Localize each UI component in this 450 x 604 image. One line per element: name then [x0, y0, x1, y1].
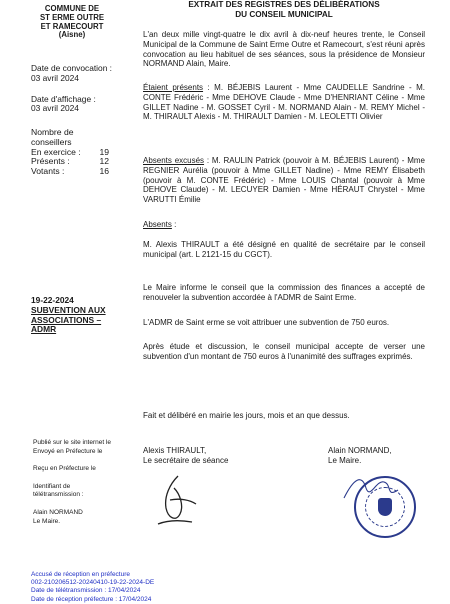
presents-paragraph: [143, 83, 425, 122]
count-label: Votants :: [31, 165, 65, 176]
received-line: Reçu en Préfecture le: [33, 465, 96, 473]
published-line-2: Envoyé en Préfecture le: [33, 447, 103, 455]
absents-text: :: [171, 220, 177, 229]
excuses-label: Absents excusés: [143, 156, 205, 165]
ack-reception-date: Date de réception préfecture : 17/04/2024: [31, 595, 152, 603]
title-line: DU CONSEIL MUNICIPAL: [235, 10, 333, 19]
absents-paragraph: [143, 220, 425, 230]
commune-line: (Aisne): [58, 30, 86, 40]
commune-line: ET RAMECOURT: [40, 21, 104, 31]
convocation-value: 03 avril 2024: [31, 72, 79, 83]
mayor-signature: [340, 468, 410, 508]
document-title: [143, 0, 425, 20]
deliberation-paragraph: Après étude et discussion, le conseil municipal accepte de verser une subvention d'un montant de 750 euros à l'unanimité des suffrages exprimés.: [143, 342, 425, 362]
presents-text: : M. BÉJEBIS Laurent - Mme CAUDELLE Sandrine - M. CONTE Frédéric - Mme DEHOVE Claude - Mme D'HENRIANT Céline - Mme GILLET Nadine - M. GOSSET Cyril - M. NORMAND Alain - M. REMY Michel - M. THIRAULT Alexis - M. THIRAULT Damien - M. LEOLETTI Olivier: [143, 83, 426, 122]
count-value: 12: [99, 156, 109, 167]
closing-text: Fait et délibéré en mairie les jours, mois et an que dessus.: [143, 411, 350, 420]
excuses-text: : M. RAULIN Patrick (pouvoir à M. BÉJEBIS Laurent) - Mme REGNIER Aurélia (pouvoir à Mme GILLET Nadine) - Mme REMY Élisabeth (pouvoir à M. CONTE Frédéric) - Mme LOUIS Chantal (pouvoir à Mme DEHOVE Claude) - M. LECUYER Damien - Mme HÉRAUT Chrystel - Mme VARUTTI Émilie: [143, 156, 425, 205]
secretary-signature: [150, 470, 205, 530]
counts-block: [31, 128, 113, 176]
commune-header: [31, 5, 113, 40]
subject-line: ADMR: [31, 324, 57, 335]
convocation-label: Date de convocation :: [31, 63, 113, 73]
secretary-signature-block: [143, 446, 228, 466]
ack-line: Accusé de réception en préfecture: [31, 571, 131, 578]
counts-title: conseillers: [31, 136, 72, 147]
closing-paragraph: [143, 411, 425, 421]
deliberation-paragraph: Le Maire informe le conseil que la commission des finances a accepté de renouveler la subvention accordée à l'ADMR de Saint Erme.: [143, 283, 425, 302]
subject-line: ASSOCIATIONS –: [31, 314, 102, 325]
secretary-role: Le secrétaire de séance: [143, 456, 229, 465]
mayor-name: Alain NORMAND,: [328, 446, 392, 455]
affichage-value: 03 avril 2024: [31, 103, 79, 114]
dates-block: [31, 64, 113, 114]
presents-label: Étaient présents: [143, 83, 204, 92]
deliberation-subject: [31, 296, 113, 335]
footer-mayor-role: Le Maire.: [33, 517, 61, 525]
footer-mayor-name: Alain NORMAND: [33, 508, 83, 516]
subject-line: SUBVENTION AUX: [31, 304, 106, 315]
absents-label: Absents: [143, 220, 172, 229]
secretary-text: M. Alexis THIRAULT a été désigné en qualité de secrétaire par le conseil municipal (art. L 2121-15 du CGCT).: [143, 240, 425, 259]
counts-title: Nombre de: [31, 127, 74, 137]
affichage-label: Date d'affichage :: [31, 93, 96, 104]
commune-line: ST ERME OUTRE: [39, 12, 105, 22]
mayor-signature-block: [328, 446, 392, 466]
commune-line: COMMUNE DE: [44, 4, 100, 13]
prefecture-acknowledgement: [31, 571, 391, 604]
count-value: 16: [99, 165, 109, 176]
secretary-name: Alexis THIRAULT,: [143, 446, 207, 455]
deliberation-paragraph: L'ADMR de Saint erme se voit attribuer une subvention de 750 euros.: [143, 317, 390, 327]
ack-transmission-date: Date de télétransmission : 17/04/2024: [31, 587, 141, 595]
ack-id: 002-210206512-20240410-19-22-2024-DE: [31, 579, 155, 587]
deliberation-number: 19-22-2024: [31, 295, 74, 305]
identifiant-line-2: télétransmission :: [33, 491, 84, 499]
count-row-votants: [31, 167, 113, 177]
transmission-info: [33, 439, 111, 526]
count-label: En exercice :: [31, 146, 81, 157]
identifiant-line-1: Identifiant de: [33, 482, 71, 490]
intro-paragraph: [143, 30, 425, 69]
count-label: Présents :: [31, 156, 70, 167]
intro-text: L'an deux mille vingt-quatre le dix avril à dix-neuf heures trente, le Conseil Municipal de la Commune de Saint Erme Outre et Ramecourt, s'est réuni après convocation au lieu habituel de ses séances, sous la présidence de Monsieur NORMAND Alain, Maire.: [143, 30, 425, 69]
mayor-role: Le Maire.: [328, 456, 362, 465]
excuses-paragraph: [143, 156, 425, 205]
title-line: EXTRAIT DES REGISTRES DES DÉLIBÉRATIONS: [188, 0, 380, 9]
published-line-1: Publié sur le site internet le: [33, 439, 112, 446]
count-value: 19: [99, 146, 109, 157]
secretary-paragraph: [143, 240, 425, 260]
deliberation-body: [143, 283, 425, 362]
